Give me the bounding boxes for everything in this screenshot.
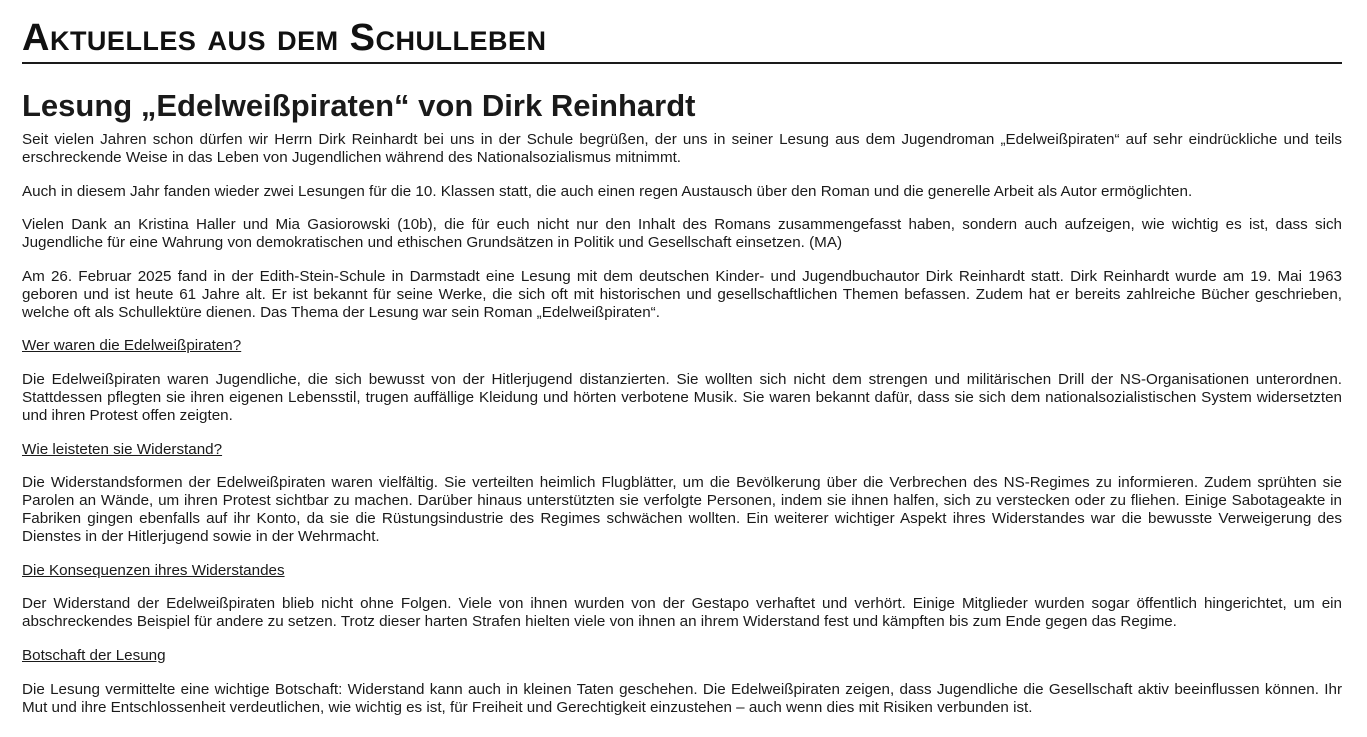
intro-paragraph: Auch in diesem Jahr fanden wieder zwei Lesungen für die 10. Klassen statt, die auch einen regen Austausch über den Roman und die generelle Arbeit als Autor ermöglichten. xyxy=(22,182,1193,200)
title-divider xyxy=(22,62,1342,64)
intro-paragraph: Seit vielen Jahren schon dürfen wir Herrn Dirk Reinhardt bei uns in der Schule begrüßen, der uns in seiner Lesung aus dem Jugendroman „Edelweißpiraten“ auf sehr eindrückliche und teils erschreckende Weise in das Leben von Jugendlichen während des Nationalsozialismus mitnimmt. xyxy=(22,131,1342,166)
section-paragraph: Der Widerstand der Edelweißpiraten blieb nicht ohne Folgen. Viele von ihnen wurden von der Gestapo verhaftet und verhört. Einige Mitglieder wurden sogar öffentlich hingerichtet, um ein abschreckendes Beispiel für andere zu setzen. Trotz dieser harten Strafen hielten viele von ihnen an ihrem Widerstand fest und kämpften bis zum Ende gegen das Regime. xyxy=(22,595,1342,631)
intro-paragraph: Am 26. Februar 2025 fand in der Edith-Stein-Schule in Darmstadt eine Lesung mit dem deutschen Kinder- und Jugendbuchautor Dirk Reinhardt statt. Dirk Reinhardt wurde am 19. Mai 1963 geboren und ist heute 61 Jahre alt. Er ist bekannt für seine Werke, die sich oft mit historischen und gesellschaftlichen Themen befassen. Zudem hat er bereits zahlreiche Bücher geschrieben, welche oft als Schullektüre dienen. Das Thema der Lesung war sein Roman „Edelweißpiraten“. xyxy=(22,267,1342,321)
page-content xyxy=(22,0,1342,732)
section-paragraph: Die Lesung vermittelte eine wichtige Botschaft: Widerstand kann auch in kleinen Taten geschehen. Die Edelweißpiraten zeigen, dass Jugendliche die Gesellschaft aktiv beeinflussen können. Ihr Mut und ihre Entschlossenheit verdeutlichen, wie wichtig es ist, für Freiheit und Gerechtigkeit einzustehen – auch wenn dies mit Risiken verbunden ist. xyxy=(22,680,1342,716)
subheading-resistance: Wie leisteten sie Widerstand? xyxy=(22,440,223,458)
article-title: Lesung „Edelweißpiraten“ von Dirk Reinhardt xyxy=(22,88,696,123)
section-title: Aktuelles aus dem Schulleben xyxy=(22,17,547,59)
subheading-who: Wer waren die Edelweißpiraten? xyxy=(22,337,242,355)
subheading-consequences: Die Konsequenzen ihres Widerstandes xyxy=(22,561,285,579)
section-paragraph: Die Widerstandsformen der Edelweißpiraten waren vielfältig. Sie verteilten heimlich Flugblätter, um die Bevölkerung über die Verbrechen des NS-Regimes zu informieren. Zudem sprühten sie Parolen an Wände, um ihren Protest sichtbar zu machen. Darüber hinaus unterstützten sie verfolgte Personen, indem sie ihnen halfen, sich zu verstecken oder zu fliehen. Einige Sabotageakte in Fabriken gingen ebenfalls auf ihr Konto, da sie die Rüstungsindustrie des Regimes schwächen wollten. Ein weiterer wichtiger Aspekt ihres Widerstandes war die bewusste Verweigerung des Dienstes in der Hitlerjugend sowie in der Wehrmacht. xyxy=(22,474,1342,545)
subheading-message: Botschaft der Lesung xyxy=(22,646,166,664)
section-paragraph: Die Edelweißpiraten waren Jugendliche, die sich bewusst von der Hitlerjugend distanzierten. Sie wollten sich nicht dem strengen und militärischen Drill der NS-Organisationen unterordnen. Stattdessen pflegten sie ihren eigenen Lebensstil, trugen auffällige Kleidung und hörten verbotene Musik. Sie waren bekannt dafür, dass sie sich dem nationalsozialistischen System widersetzten und ihren Protest offen zeigten. xyxy=(22,371,1342,424)
intro-paragraph: Vielen Dank an Kristina Haller und Mia Gasiorowski (10b), die für euch nicht nur den Inhalt des Romans zusammengefasst haben, sondern auch aufzeigen, wie wichtig es ist, dass sich Jugendliche für eine Wahrung von demokratischen und ethischen Grundsätzen in Politik und Gesellschaft einsetzen. (MA) xyxy=(22,216,1342,252)
